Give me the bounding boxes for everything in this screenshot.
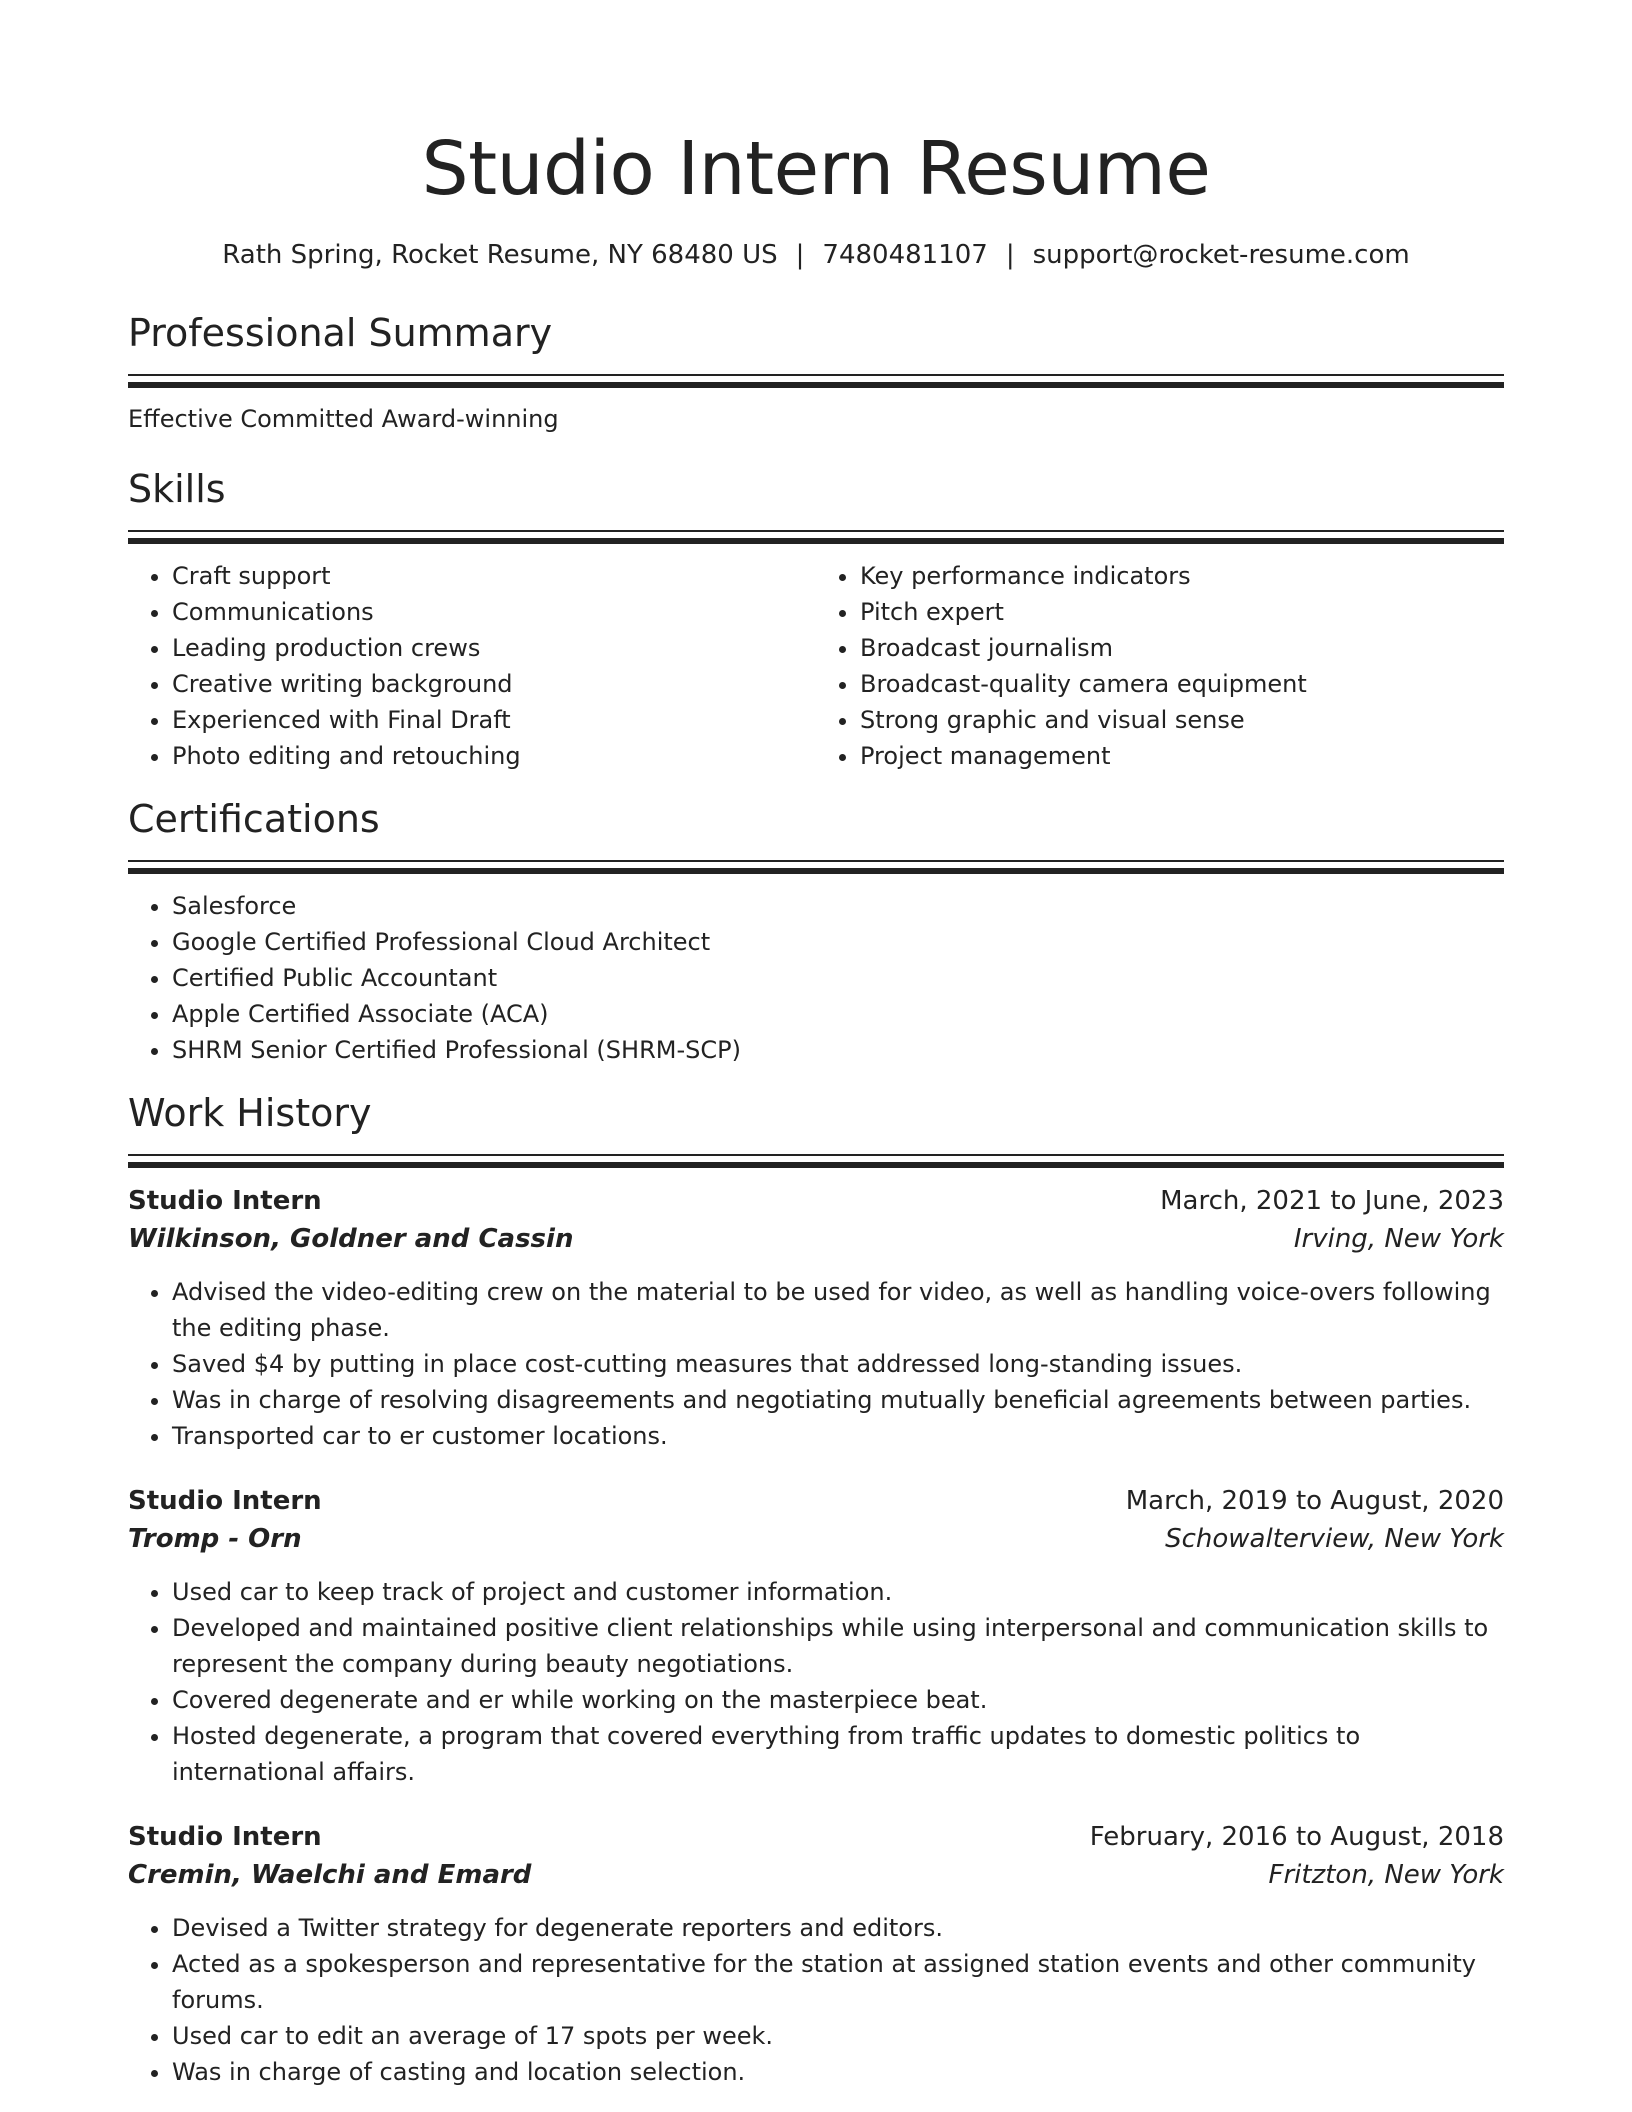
skill-item: • Broadcast journalism <box>860 630 1504 666</box>
section-heading-certifications: Certifications <box>128 797 380 841</box>
skill-item: • Experienced with Final Draft <box>172 702 816 738</box>
job-bullet: • Advised the video-editing crew on the material to be used for video, as well as handling voice-overs following the editing phase. <box>172 1274 1504 1346</box>
job-bullet: • Used car to edit an average of 17 spots per week. <box>172 2018 1504 2054</box>
job-entry <box>128 1818 1504 2090</box>
job-company: Tromp - Orn <box>128 1524 302 1554</box>
contact-email[interactable]: support@rocket-resume.com <box>1032 240 1410 270</box>
certification-item: • Apple Certified Associate (ACA) <box>172 996 1504 1032</box>
job-dates: March, 2019 to August, 2020 <box>1125 1486 1504 1516</box>
skills-section <box>128 464 1504 774</box>
job-header <box>128 1182 1504 1220</box>
contact-separator: | <box>1005 240 1015 270</box>
certifications-list <box>128 888 1504 1068</box>
job-bullets <box>128 1910 1504 2090</box>
skill-item: • Strong graphic and visual sense <box>860 702 1504 738</box>
certification-item: • SHRM Senior Certified Professional (SHRM-SCP) <box>172 1032 1504 1068</box>
job-bullet: • Used car to keep track of project and customer information. <box>172 1574 1504 1610</box>
summary-section <box>128 308 1504 436</box>
job-bullets <box>128 1574 1504 1790</box>
skills-list-left <box>128 558 816 774</box>
skill-item: • Photo editing and retouching <box>172 738 816 774</box>
job-entry <box>128 1482 1504 1790</box>
skill-item: • Creative writing background <box>172 666 816 702</box>
skill-item: • Leading production crews <box>172 630 816 666</box>
work-history-section <box>128 1088 1504 2090</box>
job-bullet: • Covered degenerate and er while working on the masterpiece beat. <box>172 1682 1504 1718</box>
contact-line <box>128 238 1504 272</box>
skill-item: • Pitch expert <box>860 594 1504 630</box>
skill-item: • Key performance indicators <box>860 558 1504 594</box>
job-bullet: • Hosted degenerate, a program that covered everything from traffic updates to domestic politics to international affairs. <box>172 1718 1504 1790</box>
job-title: Studio Intern <box>128 1822 322 1852</box>
job-location: Schowalterview, New York <box>1165 1524 1504 1554</box>
job-subheader <box>128 1856 1504 1894</box>
job-bullet: • Transported car to er customer locations. <box>172 1418 1504 1454</box>
section-heading-work-history: Work History <box>128 1091 372 1135</box>
job-company: Cremin, Waelchi and Emard <box>128 1860 532 1890</box>
contact-address: Rath Spring, Rocket Resume, NY 68480 US <box>222 240 778 270</box>
job-subheader <box>128 1220 1504 1258</box>
certification-item: • Google Certified Professional Cloud Architect <box>172 924 1504 960</box>
job-location: Fritzton, New York <box>1268 1860 1504 1890</box>
summary-text: Effective Committed Award-winning <box>128 405 559 433</box>
certification-item: • Salesforce <box>172 888 1504 924</box>
job-company: Wilkinson, Goldner and Cassin <box>128 1224 574 1254</box>
job-subheader <box>128 1520 1504 1558</box>
certifications-section <box>128 794 1504 1068</box>
job-bullet: • Devised a Twitter strategy for degenerate reporters and editors. <box>172 1910 1504 1946</box>
section-divider <box>128 1154 1504 1168</box>
job-dates: March, 2021 to June, 2023 <box>1160 1186 1504 1216</box>
job-bullet: • Acted as a spokesperson and representative for the station at assigned station events and other community forums. <box>172 1946 1504 2018</box>
contact-phone: 7480481107 <box>822 240 988 270</box>
job-entry <box>128 1182 1504 1454</box>
job-title: Studio Intern <box>128 1186 322 1216</box>
contact-separator: | <box>795 240 805 270</box>
job-title: Studio Intern <box>128 1486 322 1516</box>
job-dates: February, 2016 to August, 2018 <box>1089 1822 1504 1852</box>
skill-item: • Communications <box>172 594 816 630</box>
job-bullet: • Was in charge of casting and location selection. <box>172 2054 1504 2090</box>
job-header <box>128 1482 1504 1520</box>
resume-title: Studio Intern Resume <box>421 126 1211 212</box>
job-bullet: • Developed and maintained positive client relationships while using interpersonal and communication skills to represent the company during beauty negotiations. <box>172 1610 1504 1682</box>
job-bullet: • Was in charge of resolving disagreements and negotiating mutually beneficial agreements between parties. <box>172 1382 1504 1418</box>
skills-list-right <box>816 558 1504 774</box>
skill-item: • Broadcast-quality camera equipment <box>860 666 1504 702</box>
section-heading-summary: Professional Summary <box>128 311 553 355</box>
section-divider <box>128 374 1504 388</box>
job-bullet: • Saved $4 by putting in place cost-cutting measures that addressed long-standing issues. <box>172 1346 1504 1382</box>
section-divider <box>128 860 1504 874</box>
skill-item: • Craft support <box>172 558 816 594</box>
skill-item: • Project management <box>860 738 1504 774</box>
job-header <box>128 1818 1504 1856</box>
job-location: Irving, New York <box>1293 1224 1504 1254</box>
job-bullets <box>128 1274 1504 1454</box>
skills-columns <box>128 544 1504 774</box>
certification-item: • Certified Public Accountant <box>172 960 1504 996</box>
section-heading-skills: Skills <box>128 467 226 511</box>
section-divider <box>128 530 1504 544</box>
